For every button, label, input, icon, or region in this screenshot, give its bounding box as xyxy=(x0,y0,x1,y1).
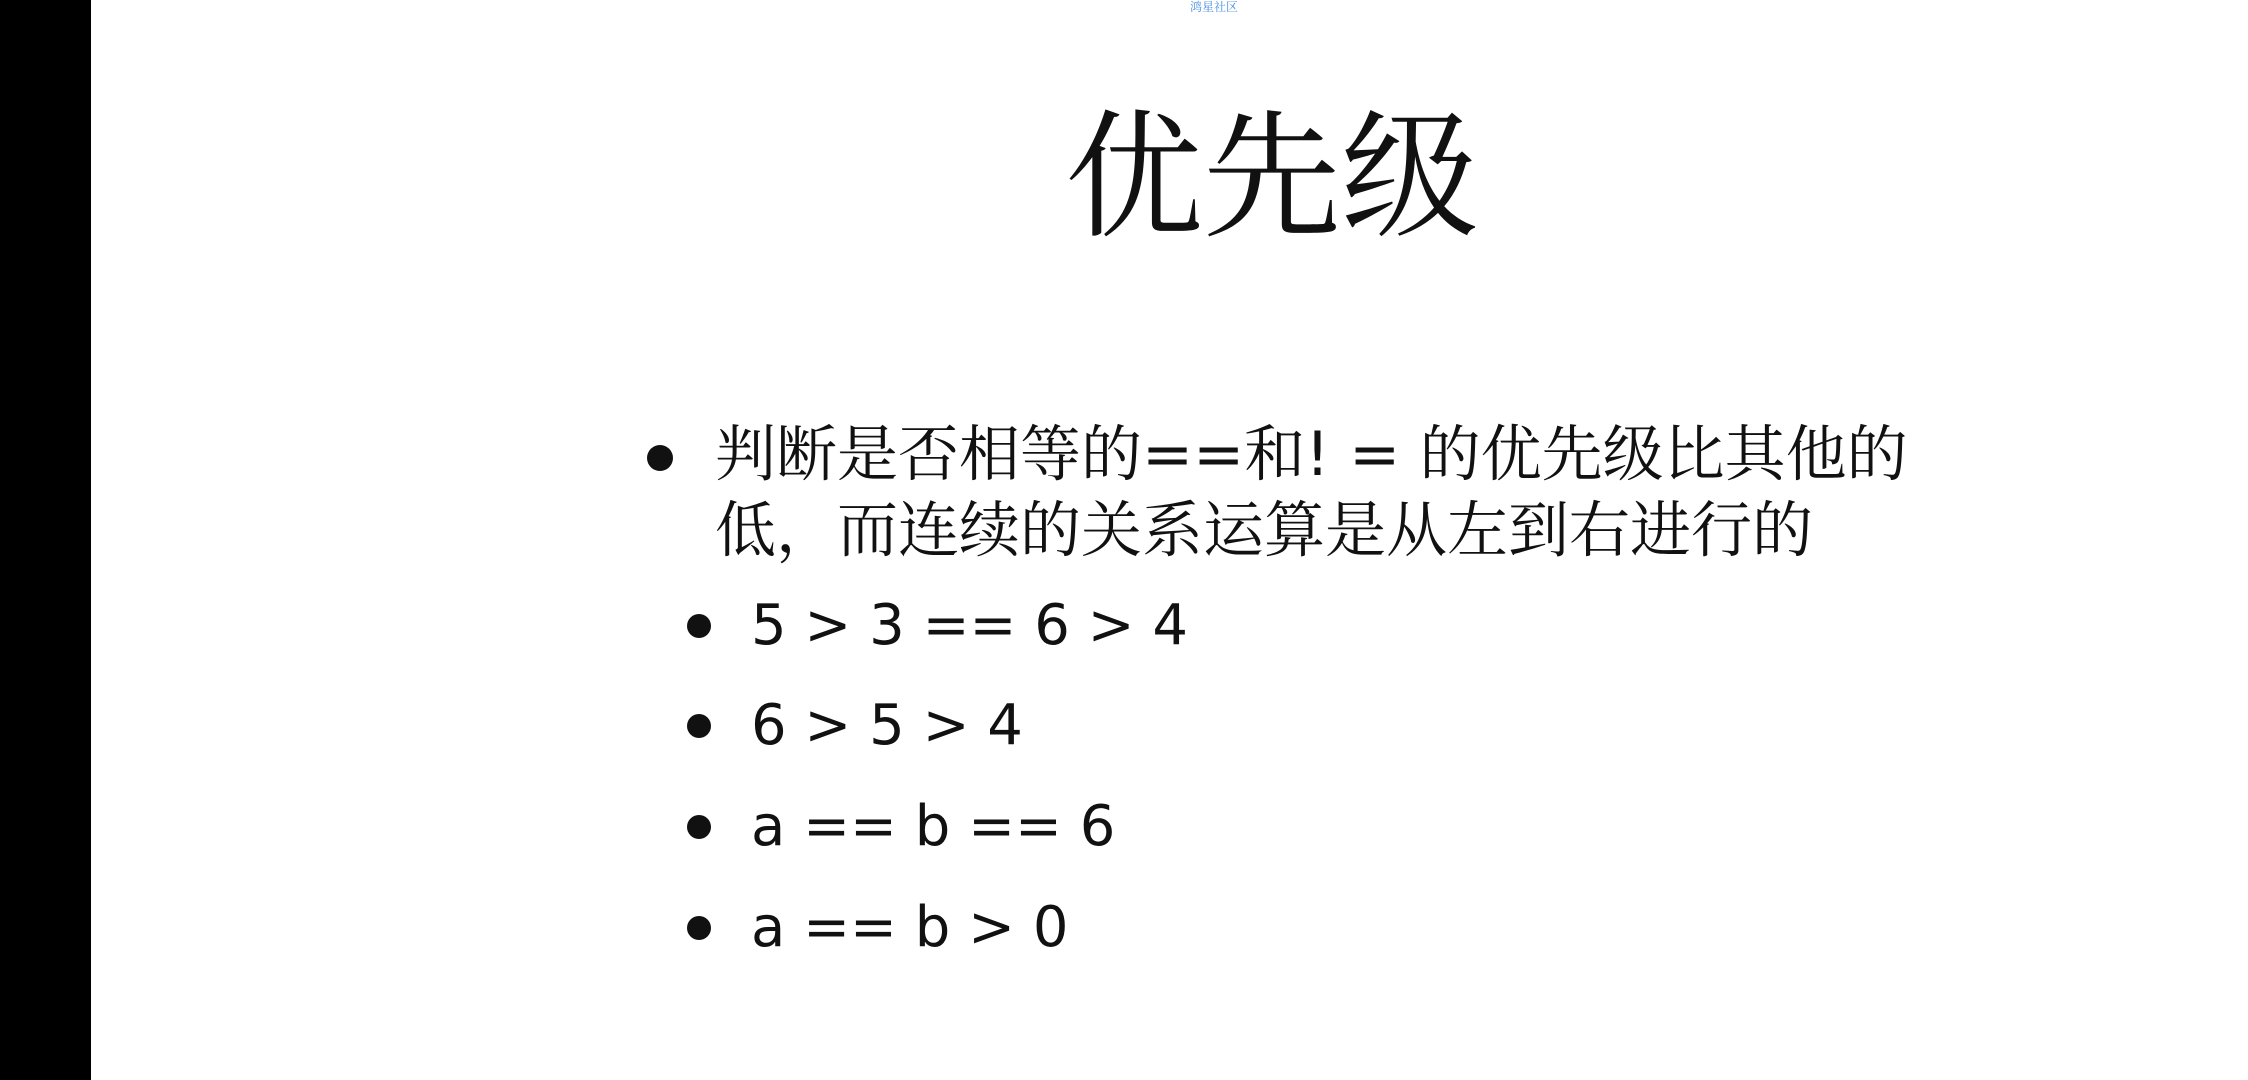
slide xyxy=(91,0,2248,1080)
sub-bullet-item xyxy=(687,690,1387,766)
sub-bullet-text: a == b > 0 xyxy=(751,895,1069,960)
sub-bullet-text: 5 > 3 == 6 > 4 xyxy=(751,593,1189,658)
watermark-text: 鸿星社区 xyxy=(1190,0,1239,14)
sub-bullet-text: a == b == 6 xyxy=(751,794,1116,859)
sub-bullet-item xyxy=(687,590,1387,666)
sub-bullet-item xyxy=(687,892,1387,968)
bullet-dot-icon xyxy=(687,614,711,638)
bullet-dot-icon xyxy=(687,714,711,738)
slide-title: 优先级 xyxy=(1065,97,1480,258)
bullet-dot-icon xyxy=(687,815,711,839)
sub-bullet-item xyxy=(687,791,1387,867)
bullet-dot-icon xyxy=(687,916,711,940)
main-bullet-text: 判断是否相等的==和! = 的优先级比其他的低，而连续的关系运算是从左到右进行的 xyxy=(715,419,1908,566)
bullet-dot-icon xyxy=(647,445,673,471)
sub-bullet-text: 6 > 5 > 4 xyxy=(751,693,1023,758)
